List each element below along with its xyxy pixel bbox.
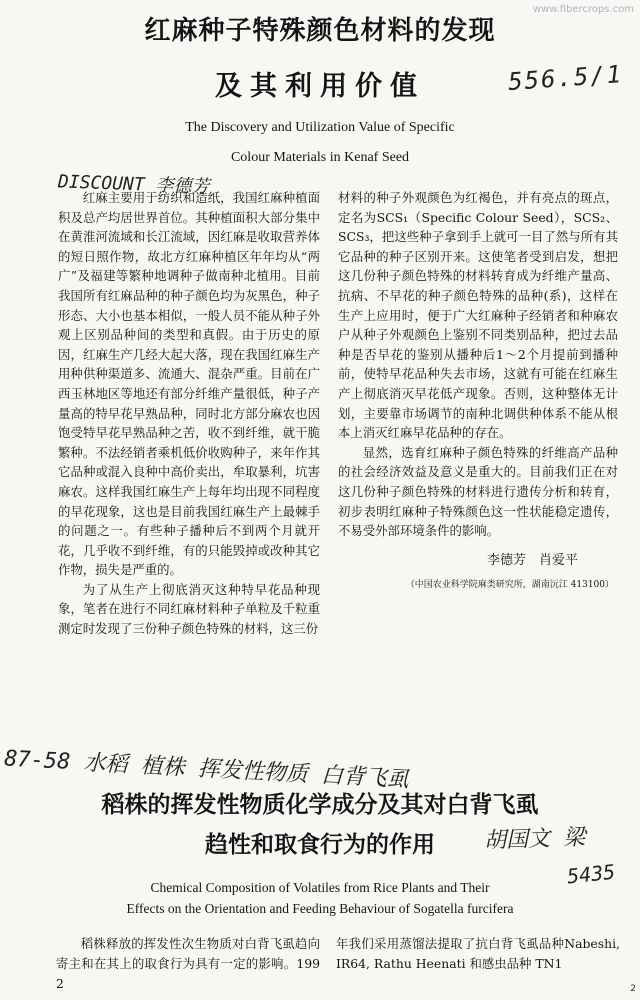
article1-title-line2: 及其利用价值	[215, 71, 425, 102]
article1-paragraph: 为了从生产上彻底消灭这种特早花品种现象，笔者在进行不同红麻材料种子单粒及千粒重测定时发现了三份种子颜色特殊的材料，这三份	[58, 581, 320, 637]
handwritten-keywords: 87-58 水稻 植株 挥发性物质 白背飞虱	[3, 746, 410, 793]
article1-english-title-line1: The Discovery and Utilization Value of Specific	[185, 120, 455, 135]
article2-english-title-line2: Effects on the Orientation and Feeding Behaviour of Sogatella furcifera	[126, 901, 514, 916]
article1-paragraph: 材料的种子外观颜色为红褐色，并有亮点的斑点，定名为SCS₁（Specific Colour Seed），SCS₂、SCS₃，把这些种子拿到手上就可一目了然与所有其它品种的种子区别开来。这使笔者受到启发，想把这几份种子颜色特殊的材料转育成为纤维产量高、抗病、不早花的种子颜色特殊的品种(系)，这样在生产上应用时，便于广大红麻种子经销者和种麻农户从种子外观颜色上鉴别不同类别品种，把过去品种是否早花的鉴别从播种后1～2个月提前到播种前，使特早花品种失去市场，这就有可能在红麻生产上彻底消灭早花低产现象。否则，这种整体无计划，主要靠市场调节的南种北调供种体系不能从根本上消灭红麻早花品种的存在。	[338, 190, 618, 441]
handwritten-code: 5435	[565, 859, 617, 889]
article2-paragraph: 稻株释放的挥发性次生物质对白背飞虱趋向寄主和在其上的取食行为具有一定的影响。1992	[56, 936, 320, 991]
handwritten-discount-note: DISCOUNT 李德芳	[57, 171, 210, 198]
article1-paragraph: 红麻主要用于纺织和造纸，我国红麻种植面积及总产均居世界首位。其种植面积大部分集中在黄淮河流域和长江流域，因红麻是收取营养体的短日照作物，故北方红麻种植区年年均从“两广”及福建等繁种地调种子做南种北植用。目前我国所有红麻品种的种子颜色均为灰黑色，种子形态、大小也基本相似，一般人员不能从种子外观上区别品种间的类型和真假。由于历史的原因，红麻生产几经大起大落，现在我国红麻生产用种供种渠道多、流通大、混杂严重。目前在广西玉林地区等地还有部分纤维产量很低，种子产量高的特早花早熟品种，同时北方部分麻农也因饱受特早花早熟品种之苦，收不到纤维，就干脆繁种。不法经销者乘机低价收购种子，来年作其它品种或混入良种中高价卖出，牟取暴利，坑害麻农。这样我国红麻生产上每年均出现不同程度的早花现象，这也是目前我国红麻生产上最棘手的问题之一。有些种子播种后不到两个月就开花，几乎收不到纤维，有的只能毁掉或改种其它作物，损失是严重的。	[58, 190, 320, 578]
watermark: www.fibercrops.com	[532, 4, 634, 15]
page-number: 2	[630, 984, 636, 994]
article1-authors: 李德芳 肖爱平	[486, 552, 578, 568]
article2-paragraph: 年我们采用蒸馏法提取了抗白背飞虱品种Nabeshi, IR64, Rathu Heenati 和感虫品种 TN1	[336, 936, 620, 971]
article1-english-title-line2: Colour Materials in Kenaf Seed	[230, 150, 410, 165]
article1-affiliation: （中国农业科学院麻类研究所，湖南沅江 413100）	[405, 580, 614, 591]
article2-english-title-line1: Chemical Composition of Volatiles from Rice Plants and Their	[150, 880, 490, 895]
article2-right-column	[336, 934, 620, 974]
article1-paragraph: 显然，选育红麻种子颜色特殊的纤维高产品种的社会经济效益及意义是重大的。目前我们正在对这几份种子颜色特殊的材料进行遗传分析和转育，初步表明红麻种子特殊颜色这一性状能稳定遗传，不易受外部环境条件的影响。	[338, 444, 618, 539]
article1-title-line1: 红麻种子特殊颜色材料的发现	[144, 16, 496, 46]
article2-title-line1: 稻株的挥发性物质化学成分及其对白背飞虱	[101, 792, 539, 818]
article1-right-column	[338, 188, 618, 596]
article2-left-column	[56, 934, 320, 994]
handwritten-author-note: 胡国文 梁	[483, 825, 586, 854]
handwritten-number: 556.5/1	[507, 60, 624, 96]
article1-left-column	[58, 188, 320, 639]
article2-title-line2: 趋性和取食行为的作用	[205, 832, 435, 858]
